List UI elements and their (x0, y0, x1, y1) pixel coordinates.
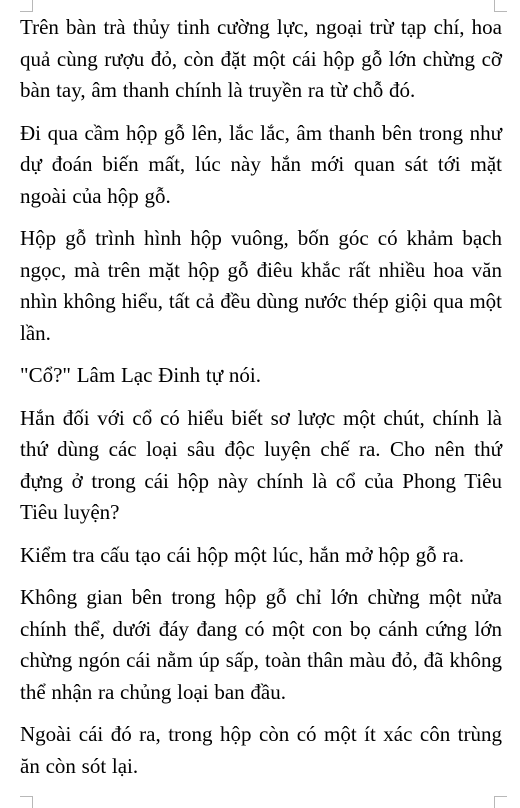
paragraph: Không gian bên trong hộp gỗ chỉ lớn chừng một nửa chính thể, dưới đáy đang có một con bọ cánh cứng lớn chừng ngón cái nằm úp sấp, toàn thân màu đỏ, đã không thể nhận ra chủng loại ban đầu. (20, 585, 502, 704)
paragraph: Kiểm tra cấu tạo cái hộp một lúc, hắn mở hộp gỗ ra. (20, 542, 464, 567)
paragraph: Hắn đối với cổ có hiểu biết sơ lược một chút, chính là thứ dùng các loại sâu độc luyện chế ra. Cho nên thứ đựng ở trong cái hộp này chính là cổ của Phong Tiêu Tiêu luyện? (20, 405, 502, 524)
document-body (20, 12, 502, 793)
crop-mark-bottom-right-vertical (494, 796, 495, 808)
crop-mark-bottom-left-horizontal (20, 796, 32, 797)
paragraph: Hộp gỗ trình hình hộp vuông, bốn góc có khảm bạch ngọc, mà trên mặt hộp gỗ điêu khắc rất nhiều hoa văn nhìn không hiểu, tất cả đều dùng nước thép giội qua một lần. (20, 226, 502, 345)
paragraph: Đi qua cầm hộp gỗ lên, lắc lắc, âm thanh bên trong như dự đoán biến mất, lúc này hắn mới quan sát tới mặt ngoài của hộp gỗ. (20, 120, 502, 208)
crop-mark-bottom-left-vertical (32, 796, 33, 808)
crop-mark-bottom-right-horizontal (495, 796, 507, 797)
paragraph: Ngoài cái đó ra, trong hộp còn có một ít xác côn trùng ăn còn sót lại. (20, 722, 502, 778)
paragraph: "Cổ?" Lâm Lạc Đinh tự nói. (20, 363, 261, 387)
crop-mark-top-left-vertical (32, 0, 33, 12)
paragraph: Trên bàn trà thủy tinh cường lực, ngoại trừ tạp chí, hoa quả cùng rượu đỏ, còn đặt một cái hộp gỗ lớn chừng cỡ bàn tay, âm thanh chính là truyền ra từ chỗ đó. (20, 15, 502, 102)
